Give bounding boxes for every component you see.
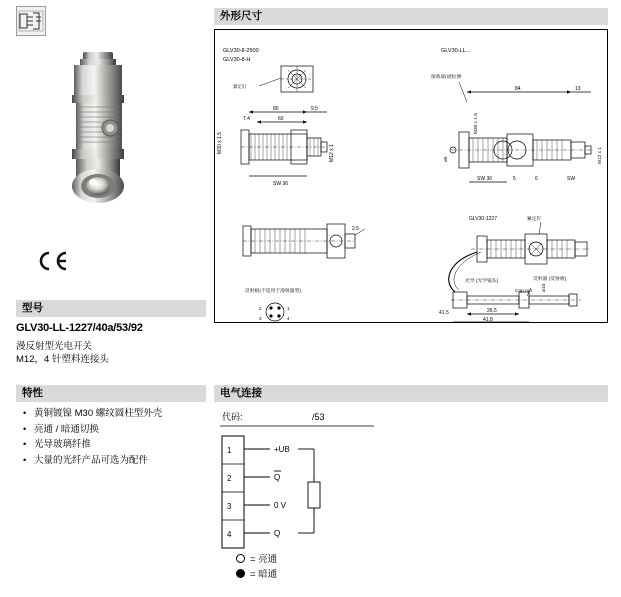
svg-text:SW: SW [567, 176, 576, 182]
list-item: • 光导玻璃纤推 [22, 437, 208, 453]
open-circle-icon [236, 554, 245, 563]
svg-text:反射板(不适用于漫射器型): 反射板(不适用于漫射器型) [245, 289, 301, 294]
svg-text:+UB: +UB [274, 445, 290, 454]
svg-text:紧定钉: 紧定钉 [233, 84, 247, 89]
svg-text:2: 2 [259, 306, 262, 311]
model-section-header: 型号 [16, 300, 206, 317]
svg-text:3: 3 [227, 502, 232, 511]
electrical-section-header: 电气连接 [214, 385, 608, 402]
svg-text:M12 x 1: M12 x 1 [329, 144, 335, 162]
ce-mark [32, 250, 72, 272]
model-description-line-1: 漫反射型光电开关 [16, 341, 93, 352]
svg-text:GLV30-LL...: GLV30-LL... [441, 48, 471, 54]
feature-section-header: 特性 [16, 385, 206, 402]
svg-text:ø5: ø5 [444, 156, 449, 162]
legend-label: = 暗通 [250, 569, 278, 580]
svg-text:M12 x 1: M12 x 1 [598, 146, 603, 164]
svg-text:1: 1 [287, 306, 290, 311]
svg-text:3: 3 [259, 316, 262, 321]
svg-text:GLV30-1227: GLV30-1227 [469, 216, 497, 222]
list-item: • 大量的光纤产品可选为配件 [22, 453, 208, 469]
svg-text:2.5: 2.5 [352, 226, 359, 232]
svg-text:M30 x 1.5: M30 x 1.5 [217, 132, 223, 154]
legend [236, 552, 277, 582]
svg-text:M30 x 1.5: M30 x 1.5 [474, 112, 479, 134]
svg-text:2: 2 [227, 474, 232, 483]
svg-text:反射器 (反射板): 反射器 (反射板) [533, 277, 567, 282]
product-photo-cylindrical-sensor [40, 46, 170, 226]
dimension-drawing [214, 29, 608, 323]
feature-list [22, 406, 208, 468]
svg-text:60: 60 [278, 116, 284, 122]
code-label: 代码: [222, 412, 243, 422]
svg-text:13: 13 [575, 86, 581, 92]
svg-text:SW 36: SW 36 [273, 181, 289, 187]
left-column [0, 0, 206, 597]
legend-label: = 亮通 [250, 554, 278, 565]
svg-text:7.4: 7.4 [243, 116, 250, 122]
svg-text:26.5: 26.5 [487, 308, 497, 314]
svg-text:9.5: 9.5 [311, 106, 318, 112]
list-item: • 黄铜镀镍 M30 螺纹圆柱型外壳 [22, 406, 208, 422]
svg-text:4: 4 [287, 316, 290, 321]
model-description [16, 340, 206, 366]
svg-text:80: 80 [273, 106, 279, 112]
svg-text:ø10: ø10 [542, 283, 547, 292]
legend-row-light-on [236, 552, 277, 567]
svg-text:0 V: 0 V [274, 501, 287, 510]
svg-text:Q: Q [274, 473, 281, 482]
variant-label: /53 [312, 412, 325, 422]
svg-text:GLV30-8-H: GLV30-8-H [223, 57, 251, 63]
svg-text:6: 6 [535, 176, 538, 182]
list-item: • 亮通 / 暗通切换 [22, 422, 208, 438]
svg-text:紧定钉: 紧定钉 [527, 217, 542, 222]
model-name: GLV30-LL-1227/40a/53/92 [16, 322, 143, 334]
svg-text:4: 4 [227, 530, 232, 539]
svg-text:Cap nut: Cap nut [515, 289, 532, 294]
svg-text:GLV30-8-2500: GLV30-8-2500 [223, 48, 259, 54]
legend-row-dark-on [236, 567, 277, 582]
sensor-symbol-icon [16, 6, 46, 36]
dimension-section-header: 外形尺寸 [214, 8, 608, 25]
svg-text:84: 84 [515, 86, 521, 92]
svg-text:Q: Q [274, 529, 281, 538]
svg-text:5: 5 [513, 176, 516, 182]
svg-text:SW 36: SW 36 [477, 176, 493, 182]
svg-text:接收/取谱检测: 接收/取谱检测 [431, 75, 462, 80]
svg-text:光导 (光学镜头): 光导 (光学镜头) [465, 279, 499, 284]
svg-text:1: 1 [227, 446, 232, 455]
filled-circle-icon [236, 569, 245, 578]
svg-text:41.8: 41.8 [483, 317, 493, 322]
svg-text:41.5: 41.5 [439, 310, 449, 316]
model-description-line-2: M12，4 针塑料连接头 [16, 354, 109, 365]
